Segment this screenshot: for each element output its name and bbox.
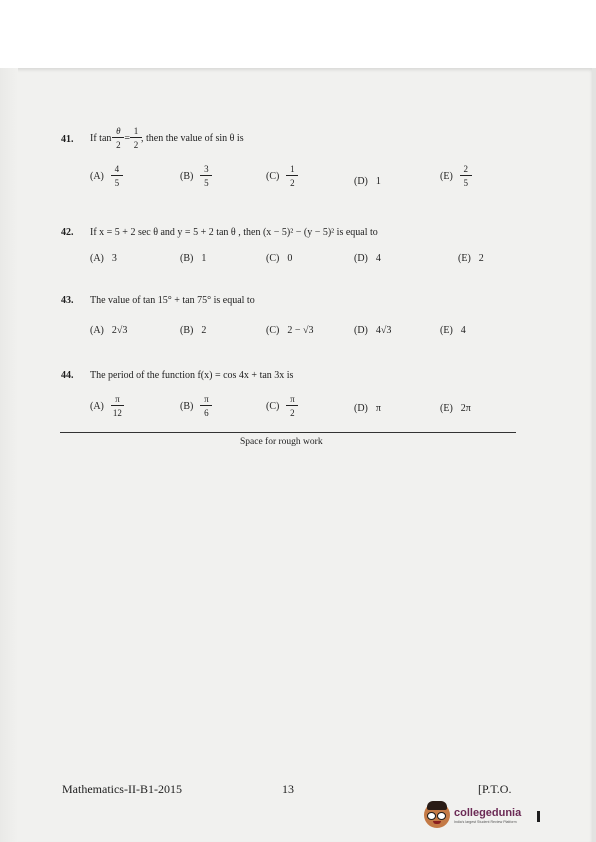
option-num: 1 [290, 164, 295, 174]
q44-option-a [90, 394, 123, 419]
option-label: (D) [354, 403, 368, 414]
q42-option-e [458, 253, 484, 264]
option-value: 3 [111, 253, 117, 264]
option-value: 1 [375, 176, 381, 187]
q43-option-a [90, 325, 127, 336]
option-label: (A) [90, 171, 104, 182]
option-value: π [375, 403, 381, 414]
option-den: 2 [290, 408, 295, 418]
q41-option-e [440, 164, 471, 189]
option-fraction [461, 164, 471, 189]
option-label: (C) [266, 401, 280, 412]
footer-exam-code: Mathematics-II-B1-2015 [62, 782, 182, 796]
q43-option-d [354, 325, 391, 336]
q41-option-a [90, 164, 122, 189]
q44-number: 44. [61, 370, 74, 381]
rough-work-label: Space for rough work [240, 437, 323, 447]
option-den: 5 [463, 178, 469, 188]
q41-number: 41. [61, 134, 74, 145]
option-label: (A) [90, 325, 104, 336]
q44-option-b [180, 394, 211, 419]
option-label: (D) [354, 253, 368, 264]
option-value: 4√3 [375, 325, 392, 336]
q43-option-e [440, 325, 466, 336]
option-label: (E) [440, 171, 453, 182]
q42-number: 42. [61, 227, 74, 238]
mascot-icon [424, 802, 450, 828]
option-den: 2 [290, 178, 295, 188]
q42-option-c [266, 253, 292, 264]
q41-lhs-den: 2 [116, 140, 121, 150]
option-label: (D) [354, 176, 368, 187]
option-fraction [201, 394, 211, 419]
collegedunia-logo [424, 800, 540, 830]
q41-rhs-num: 1 [133, 126, 139, 136]
q42-option-d [354, 253, 381, 264]
option-value: 2 − √3 [287, 325, 314, 336]
q43-option-b [180, 325, 206, 336]
option-value: 2π [460, 403, 471, 414]
option-fraction [112, 164, 122, 189]
option-value: 2 [478, 253, 484, 264]
option-fraction [201, 164, 211, 189]
option-value: 2 [201, 325, 207, 336]
option-label: (C) [266, 253, 280, 264]
option-value: 4 [375, 253, 381, 264]
logo-name: collegedunia [454, 806, 522, 819]
q43-question: The value of tan 15° + tan 75° is equal to [90, 295, 255, 306]
option-num: π [290, 394, 295, 404]
option-value: 1 [201, 253, 207, 264]
option-num: π [204, 394, 209, 404]
q41-option-c [266, 164, 297, 189]
footer-pto: [P.T.O. [478, 782, 512, 796]
scan-shadow-left [0, 68, 18, 842]
option-label: (A) [90, 253, 104, 264]
option-den: 6 [204, 408, 209, 418]
option-label: (C) [266, 325, 280, 336]
option-label: (D) [354, 325, 368, 336]
q41-suffix: , then the value of sin θ is [141, 133, 244, 144]
q42-option-b [180, 253, 206, 264]
option-den: 12 [112, 408, 122, 418]
glasses-right [437, 812, 446, 820]
q43-number: 43. [61, 295, 74, 306]
option-label: (E) [458, 253, 471, 264]
mascot-mouth [433, 821, 441, 824]
logo-edge-mark [537, 811, 540, 822]
option-label: (A) [90, 401, 104, 412]
q44-option-c [266, 394, 297, 419]
option-num: 3 [204, 164, 209, 174]
q41-question [90, 126, 244, 151]
q42-question: If x = 5 + 2 sec θ and y = 5 + 2 tan θ , then (x − 5)² − (y − 5)² is equal to [90, 227, 378, 238]
q42-option-a [90, 253, 117, 264]
q41-option-b [180, 164, 211, 189]
rough-work-divider [60, 432, 516, 433]
option-fraction [287, 164, 297, 189]
logo-text [454, 807, 521, 824]
option-value: 2√3 [111, 325, 128, 336]
option-num: π [115, 394, 120, 404]
q41-rhs-den: 2 [133, 140, 139, 150]
option-label: (B) [180, 401, 194, 412]
option-value: 0 [287, 253, 293, 264]
option-den: 5 [114, 178, 120, 188]
glasses-left [427, 812, 436, 820]
option-label: (B) [180, 325, 194, 336]
q41-option-d [354, 176, 381, 187]
option-fraction [112, 394, 123, 419]
option-label: (E) [440, 325, 453, 336]
q43-option-c [266, 325, 313, 336]
q44-option-e [440, 403, 471, 414]
option-label: (C) [266, 171, 280, 182]
option-num: 2 [463, 164, 469, 174]
option-value: 4 [460, 325, 466, 336]
logo-tagline: India's largest Student Review Platform [454, 819, 517, 824]
q41-prefix: If tan [90, 133, 112, 144]
option-fraction [287, 394, 297, 419]
q41-rhs-fraction [131, 126, 141, 151]
option-label: (B) [180, 253, 194, 264]
equals-sign: = [124, 133, 131, 144]
q44-option-d [354, 403, 381, 414]
option-label: (E) [440, 403, 453, 414]
q41-lhs-num: θ [116, 126, 121, 136]
scan-shadow-right [592, 68, 596, 842]
option-num: 4 [114, 164, 120, 174]
option-label: (B) [180, 171, 194, 182]
footer-page-number: 13 [282, 782, 294, 796]
option-den: 5 [204, 178, 209, 188]
q44-question: The period of the function f(x) = cos 4x + tan 3x is [90, 370, 294, 381]
q41-lhs-fraction [113, 126, 123, 151]
